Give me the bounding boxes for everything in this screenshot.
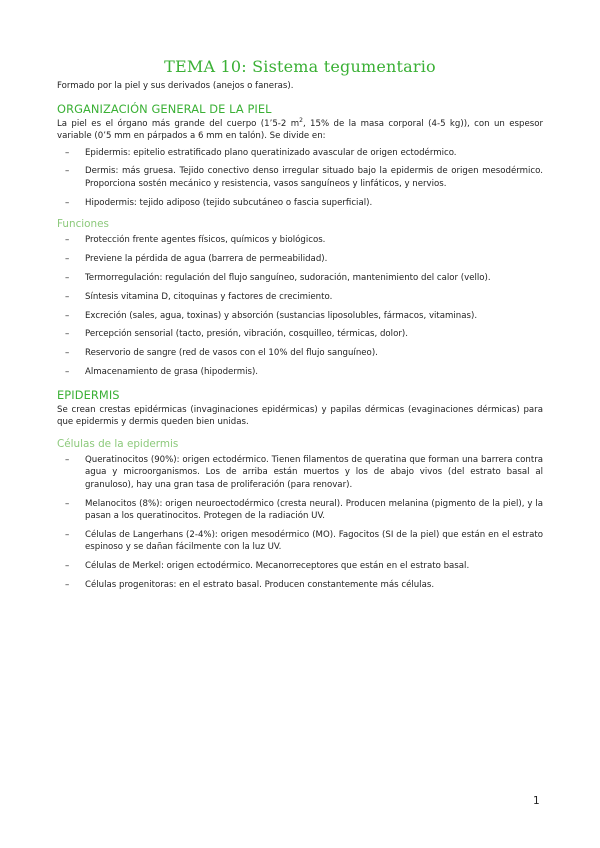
heading-funciones: Funciones [57,218,109,231]
superscript: 2 [299,116,303,124]
epidermis-paragraph: Se crean crestas epidérmicas (invaginaciones epidérmicas) y papilas dérmicas (evaginaciones dérmicas) para que epidermis y dermis queden bien unidas. [57,404,543,428]
organizacion-text-2: , 15% de la masa corporal (4-5 kg)), con un espesor variable (0’5 mm en párpados a 6 mm en talón). Se divide en: [57,118,543,142]
organizacion-list [57,147,543,209]
organizacion-paragraph [57,118,543,143]
list-item: – Protección frente agentes físicos, químicos y biológicos. [57,234,543,246]
document-body [57,80,543,598]
list-item: – Termorregulación: regulación del flujo sanguíneo, sudoración, mantenimiento del calor (vello). [57,272,543,284]
list-item: – Reservorio de sangre (red de vasos con el 10% del flujo sanguíneo). [57,347,543,359]
list-item: – Síntesis vitamina D, citoquinas y factores de crecimiento. [57,291,543,303]
heading-organizacion: ORGANIZACIÓN GENERAL DE LA PIEL [57,102,272,117]
list-item: – Excreción (sales, agua, toxinas) y absorción (sustancias liposolubles, fármacos, vitaminas). [57,310,543,322]
funciones-list [57,234,543,378]
list-item: – Percepción sensorial (tacto, presión, vibración, cosquilleo, térmicas, dolor). [57,328,543,340]
list-item: – Células de Merkel: origen ectodérmico. Mecanorreceptores que están en el estrato basal. [57,560,543,572]
list-item: – Dermis: más gruesa. Tejido conectivo denso irregular situado bajo la epidermis de origen mesodérmico. Proporciona sostén mecánico y resistencia, vasos sanguíneos y linfáticos, y nervios. [57,165,543,190]
list-item: – Hipodermis: tejido adiposo (tejido subcutáneo o fascia superficial). [57,197,543,209]
list-item: – Células progenitoras: en el estrato basal. Producen constantemente más células. [57,579,543,591]
heading-celulas: Células de la epidermis [57,437,179,450]
list-item: – Melanocitos (8%): origen neuroectodérmico (cresta neural). Producen melanina (pigmento de la piel), y la pasan a los queratinocitos. Protegen de la radiación UV. [57,498,543,523]
list-item: – Epidermis: epitelio estratificado plano queratinizado avascular de origen ectodérmico. [57,147,543,159]
organizacion-text-1: La piel es el órgano más grande del cuerpo (1’5-2 m [57,118,300,129]
celulas-list [57,454,543,591]
page-number: 1 [533,795,540,807]
list-item: – Células de Langerhans (2-4%): origen mesodérmico (MO). Fagocitos (SI de la piel) que están en el estrato espinoso y se dañan fácilmente con la luz UV. [57,529,543,554]
list-item: – Almacenamiento de grasa (hipodermis). [57,366,543,378]
document-title: TEMA 10: Sistema tegumentario [164,57,436,76]
heading-epidermis: EPIDERMIS [57,388,120,403]
list-item: – Previene la pérdida de agua (barrera de permeabilidad). [57,253,543,265]
intro-paragraph: Formado por la piel y sus derivados (anejos o faneras). [57,81,294,91]
list-item: – Queratinocitos (90%): origen ectodérmico. Tienen filamentos de queratina que forman una barrera contra agua y microorganismos. Los de arriba están muertos y los de abajo vivos (del estrato basal al granuloso), hay una gran tasa de proliferación (para renovar). [57,454,543,491]
